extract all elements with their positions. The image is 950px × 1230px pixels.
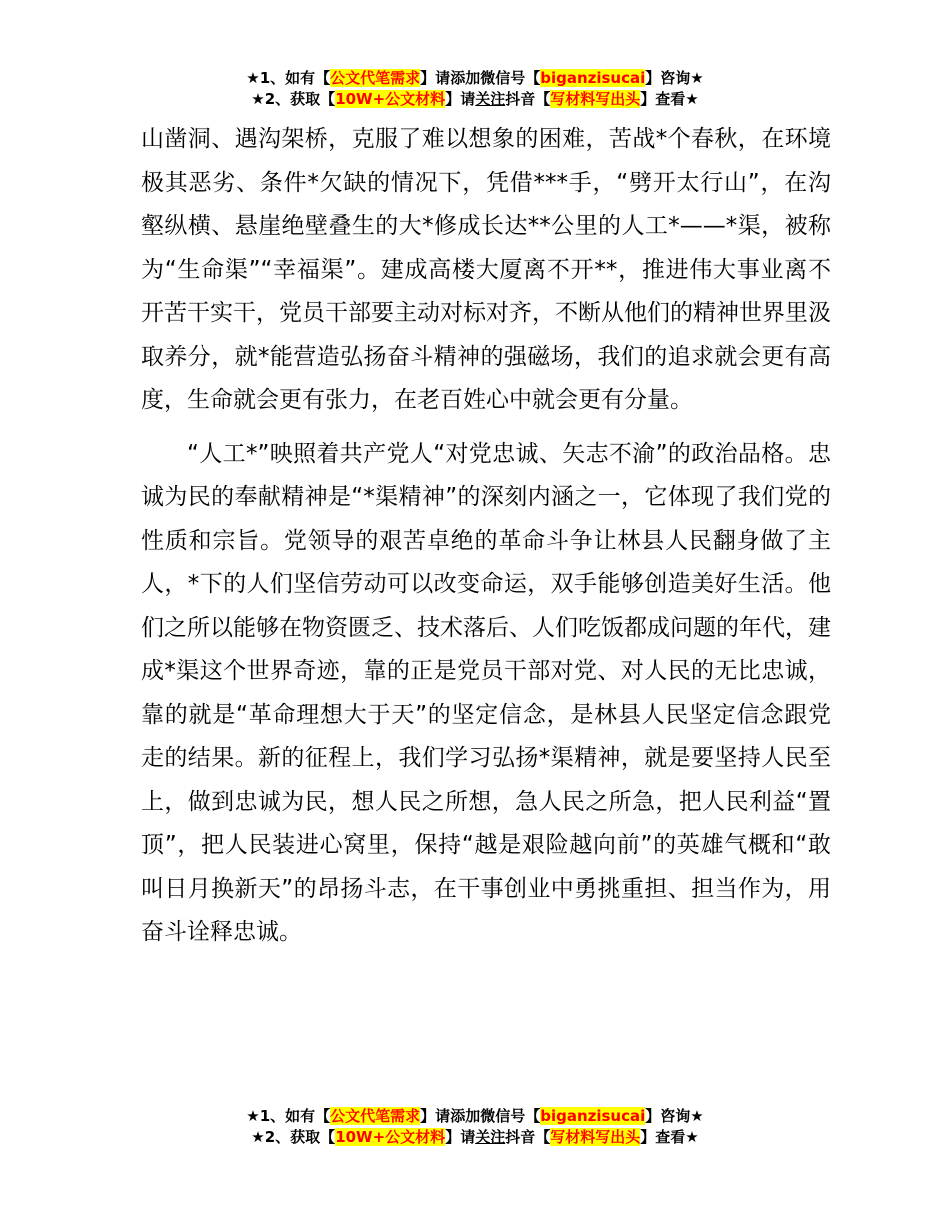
header-line1-suffix: 】咨询★ — [645, 69, 704, 87]
footer-banner — [0, 1106, 950, 1148]
header-banner-line-1 — [0, 68, 950, 89]
footer-line1-highlight-service: 公文代笔需求 — [330, 1107, 421, 1125]
header-line1-mid1: 】请 — [420, 69, 451, 87]
footer-line1-suffix: 】咨询★ — [645, 1107, 704, 1125]
footer-line2-follow-word: 关注 — [475, 1128, 506, 1146]
footer-line2-suffix: 】查看★ — [640, 1128, 699, 1146]
document-body — [141, 118, 831, 955]
footer-line2-highlight-materials: 10W+公文材料 — [335, 1128, 446, 1146]
paragraph-1: 山凿洞、遇沟架桥，克服了难以想象的困难，苦战*个春秋，在环境极其恶劣、条件*欠缺的情况下，凭借***手，“劈开太行山”，在沟壑纵横、悬崖绝壁叠生的大*修成长达**公里的人工*——*渠，被称为“生命渠”“幸福渠”。建成高楼大厦离不开**，推进伟大事业离不开苦干实干，党员干部要主动对标对齐，不断从他们的精神世界里汲取养分，就*能营造弘扬奋斗精神的强磁场，我们的追求就会更有高度，生命就会更有张力，在老百姓心中就会更有分量。 — [141, 126, 831, 413]
header-line2-follow-word: 关注 — [475, 90, 506, 108]
footer-line1-add-word: 添加 — [450, 1107, 481, 1125]
footer-line1-prefix: ★1、如有【 — [246, 1107, 331, 1125]
footer-line1-mid1: 】请 — [420, 1107, 451, 1125]
footer-line1-highlight-wechat-id: biganzisucai — [540, 1107, 646, 1125]
header-line2-prefix: ★2、获取【 — [251, 90, 336, 108]
paragraph-2: “人工*”映照着共产党人“对党忠诚、矢志不渝”的政治品格。忠诚为民的奉献精神是“*渠精神”的深刻内涵之一，它体现了我们党的性质和宗旨。党领导的艰苦卓绝的革命斗争让林县人民翻身做了主人，*下的人们坚信劳动可以改变命运，双手能够创造美好生活。他们之所以能够在物资匮乏、技术落后、人们吃饭都成问题的年代，建成*渠这个世界奇迹，靠的正是党员干部对党、对人民的无比忠诚，靠的就是“革命理想大于天”的坚定信念，是林县人民坚定信念跟党走的结果。新的征程上，我们学习弘扬*渠精神，就是要坚持人民至上，做到忠诚为民，想人民之所想，急人民之所急，把人民利益“置顶”，把人民装进心窝里，保持“越是艰险越向前”的英雄气概和“敢叫日月换新天”的昂扬斗志，在干事创业中勇挑重担、担当作为，用奋斗诠释忠诚。 — [141, 440, 831, 945]
header-line2-mid2: 抖音【 — [505, 90, 551, 108]
header-line1-highlight-wechat-id: biganzisucai — [540, 69, 646, 87]
header-line2-highlight-douyin-account: 写材料写出头 — [550, 90, 641, 108]
header-line1-highlight-service: 公文代笔需求 — [330, 69, 421, 87]
footer-banner-line-1 — [0, 1106, 950, 1127]
header-line2-suffix: 】查看★ — [640, 90, 699, 108]
header-line1-mid2: 微信号【 — [480, 69, 541, 87]
footer-line2-prefix: ★2、获取【 — [251, 1128, 336, 1146]
header-line1-prefix: ★1、如有【 — [246, 69, 331, 87]
footer-banner-line-2 — [0, 1127, 950, 1148]
header-banner-line-2 — [0, 89, 950, 110]
footer-line1-mid2: 微信号【 — [480, 1107, 541, 1125]
footer-line2-highlight-douyin-account: 写材料写出头 — [550, 1128, 641, 1146]
header-line1-add-word: 添加 — [450, 69, 481, 87]
header-line2-highlight-materials: 10W+公文材料 — [335, 90, 446, 108]
footer-line2-mid2: 抖音【 — [505, 1128, 551, 1146]
header-line2-mid1: 】请 — [445, 90, 476, 108]
footer-line2-mid1: 】请 — [445, 1128, 476, 1146]
header-banner — [0, 68, 950, 110]
